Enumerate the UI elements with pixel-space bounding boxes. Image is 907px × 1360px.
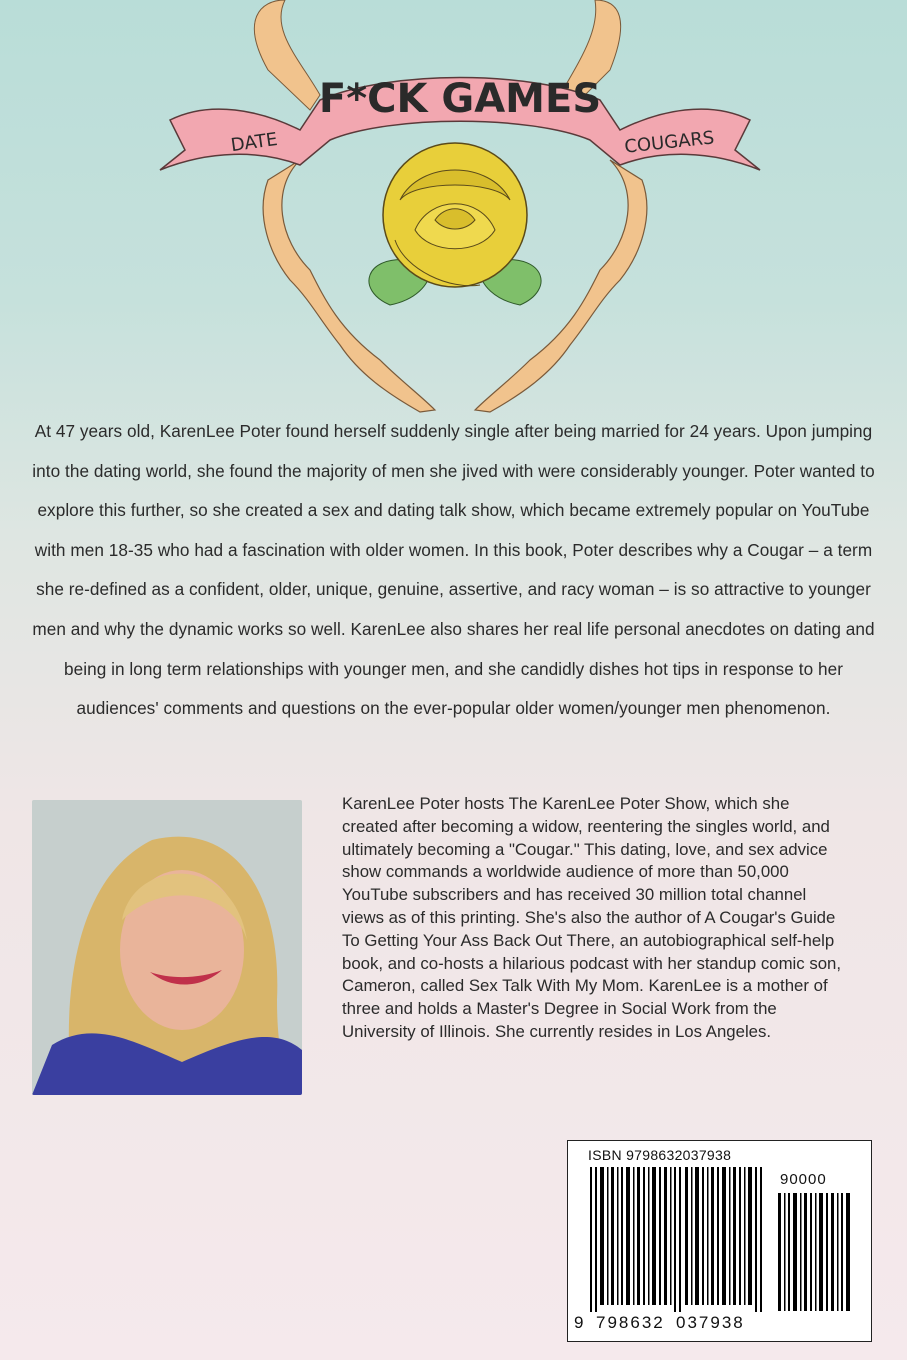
isbn-digits-left: 798632 xyxy=(596,1313,665,1332)
price-code: 90000 xyxy=(780,1171,827,1188)
banner-right-text: COUGARS xyxy=(623,127,716,158)
barcode-bars xyxy=(588,1167,768,1312)
author-bio: KarenLee Poter hosts The KarenLee Poter Show, which she created after becoming a widow, reentering the singles world, and ultimately becoming a "Cougar." This dating, love, and sex advice show commands a worldwide audience of more than 50,000 YouTube subscribers and has received 30 million total channel views as of this printing. She's also the author of A Cougar's Guide To Getting Your Ass Back Out There, an autobiographical self-help book, and co-hosts a hilarious podcast with her standup comic son, Cameron, called Sex Talk With My Mom. KarenLee is a mother of three and holds a Master's Degree in Social Work from the University of Illinois. She currently resides in Los Angeles. xyxy=(342,794,842,1041)
cover-emblem xyxy=(150,0,770,420)
banner-center-text: F*CK GAMES xyxy=(318,76,602,122)
price-barcode-bars xyxy=(776,1193,856,1311)
banner-left-text: DATE xyxy=(229,128,279,157)
barcode xyxy=(567,1140,872,1342)
isbn-digit-lead: 9 xyxy=(574,1313,584,1332)
isbn-digits-right: 037938 xyxy=(676,1313,745,1332)
book-blurb: At 47 years old, KarenLee Poter found herself suddenly single after being married for 24 years. Upon jumping into the dating world, she found the majority of men she jived with were considerably younger. Poter wanted to explore this further, so she created a sex and dating talk show, which became extremely popular on YouTube with men 18-35 who had a fascination with older women. In this book, Poter describes why a Cougar – a term she re-defined as a confident, older, unique, genuine, assertive, and racy woman – is so attractive to younger men and why the dynamic works so well. KarenLee also shares her real life personal anecdotes on dating and being in long term relationships with younger men, and she candidly dishes hot tips in response to her audiences' comments and questions on the ever-popular older women/younger men phenomenon. xyxy=(32,421,875,719)
left-cougar-tail xyxy=(254,0,320,110)
author-photo xyxy=(32,800,302,1095)
isbn-label: ISBN 9798632037938 xyxy=(588,1147,732,1163)
